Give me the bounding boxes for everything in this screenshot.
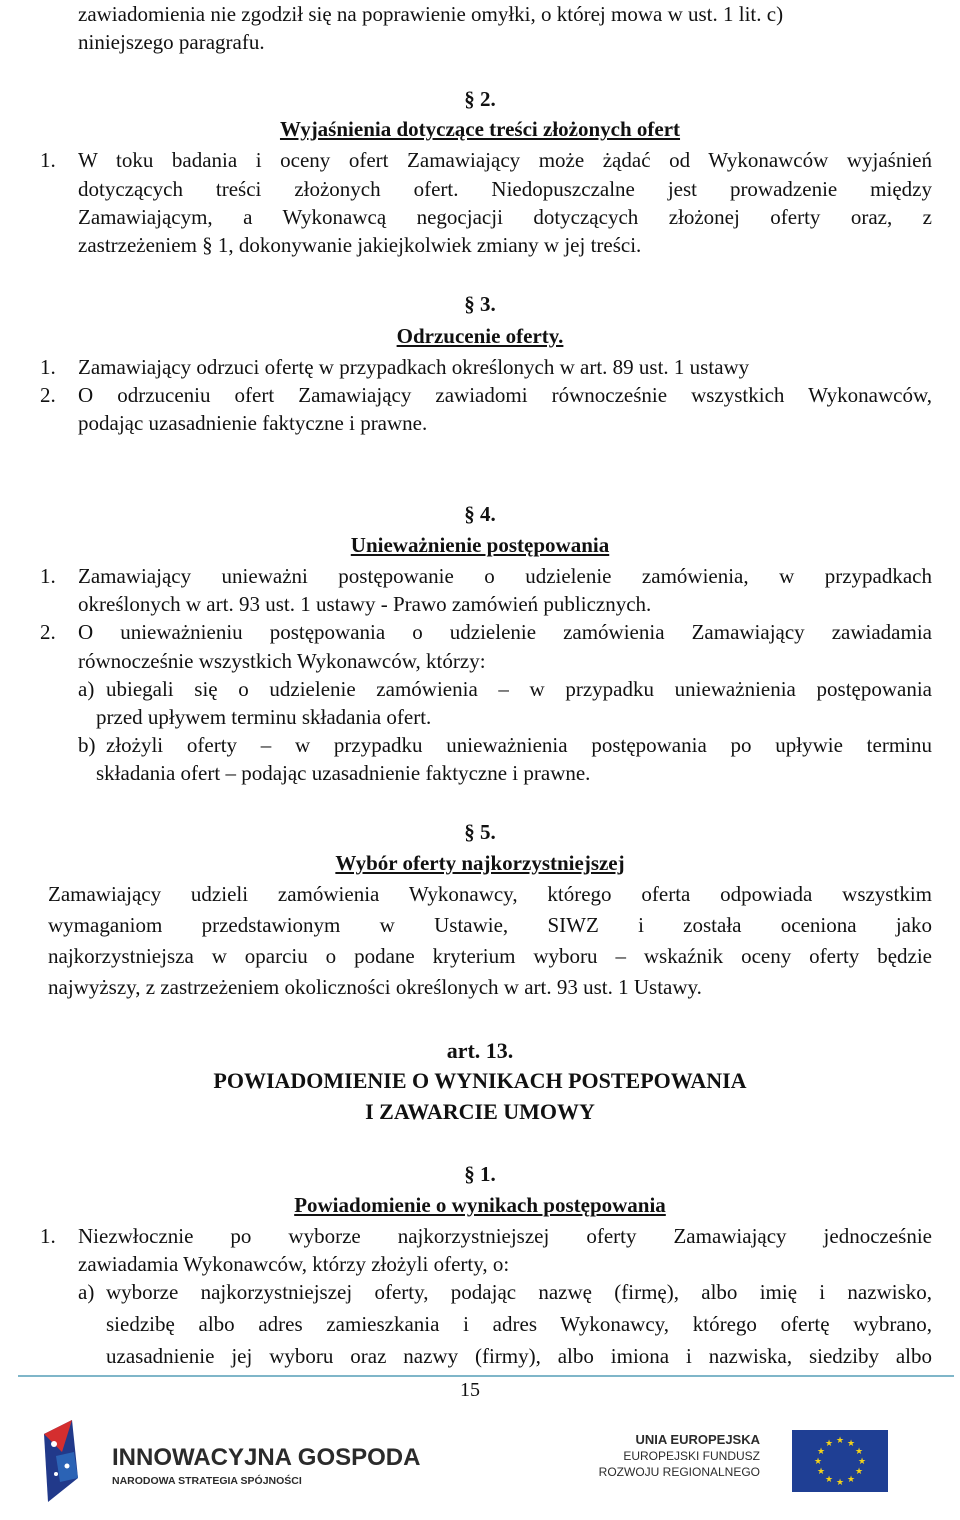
s1-item-a-label: a) — [78, 1280, 95, 1304]
s2-p1-number: 1. — [40, 148, 56, 172]
section-5-number: § 5. — [464, 820, 496, 844]
svg-text:★: ★ — [857, 1457, 867, 1467]
s5-line-4: najwyższy, z zastrzeżeniem okoliczności określonych w art. 93 ust. 1 Ustawy. — [48, 975, 702, 999]
s4-p1-number: 1. — [40, 564, 56, 588]
innowacyjna-gospodarka-logo — [34, 1412, 421, 1512]
section-5-title: Wybór oferty najkorzystniejszej — [335, 851, 625, 875]
section-4-number: § 4. — [464, 502, 496, 526]
section-3-title: Odrzucenie oferty. — [396, 324, 564, 348]
s3-p1-text: Zamawiający odrzuci ofertę w przypadkach określonych w art. 89 ust. 1 ustawy — [78, 355, 750, 379]
eu-logo-line-3: ROZWOJU REGIONALNEGO — [598, 1465, 760, 1479]
s4-p2-line-2: równocześnie wszystkich Wykonawców, którzy: — [78, 649, 486, 673]
innowacyjna-gospodarka-logo-graphic — [34, 1412, 421, 1512]
s4-p2-line-1: O unieważnieniu postępowania o udzielenie zamówienia Zamawiający zawiadamia — [78, 620, 932, 644]
s3-p2-line-1: O odrzuceniu ofert Zamawiający zawiadomi równocześnie wszystkich Wykonawców, — [78, 383, 932, 407]
innowacyjna-logo-line-2: NARODOWA STRATEGIA SPÓJNOŚCI — [112, 1475, 302, 1487]
innowacyjna-logo-line-1: INNOWACYJNA GOSPODA — [112, 1444, 421, 1471]
article-13-title-line-2: I ZAWARCIE UMOWY — [365, 1099, 595, 1124]
page-number: 15 — [460, 1379, 480, 1401]
svg-text:★: ★ — [824, 1439, 834, 1449]
svg-text:★: ★ — [846, 1475, 856, 1485]
s1-item-a-line-3: uzasadnienie jej wyboru oraz nazwy (firmy), albo imiona i nazwiska, siedziby albo — [106, 1344, 932, 1368]
svg-text:★: ★ — [835, 1478, 845, 1488]
s2-p1-line-1: W toku badania i oceny ofert Zamawiający może żądać od Wykonawców wyjaśnień — [78, 148, 932, 172]
s2-p1-line-2: dotyczących treści złożonych ofert. Niedopuszczalne jest prowadzenie między — [78, 177, 932, 201]
svg-text:★: ★ — [824, 1475, 834, 1485]
section-1-title: Powiadomienie o wynikach postępowania — [294, 1193, 666, 1217]
s5-line-1: Zamawiający udzieli zamówienia Wykonawcy, którego oferta odpowiada wszystkim — [48, 882, 932, 906]
s3-p2-line-2: podając uzasadnienie faktyczne i prawne. — [78, 411, 428, 435]
s4-p1-line-2: określonych w art. 93 ust. 1 ustawy - Prawo zamówień publicznych. — [78, 592, 652, 616]
section-2-number: § 2. — [464, 87, 496, 111]
s2-p1-line-3: Zamawiającym, a Wykonawcą negocjacji dotyczących złożonej oferty oraz, z — [78, 205, 932, 229]
eu-logo-graphic — [598, 1428, 892, 1492]
svg-text:★: ★ — [846, 1439, 856, 1449]
intro-line-2: niniejszego paragrafu. — [78, 30, 265, 54]
eu-logo — [598, 1428, 892, 1492]
article-13-title-line-1: POWIADOMIENIE O WYNIKACH POSTEPOWANIA — [213, 1068, 747, 1093]
s4-item-b-label: b) — [78, 733, 96, 757]
s4-item-b-line-1: złożyli oferty – w przypadku unieważnienia postępowania po upływie terminu — [106, 733, 932, 757]
eu-logo-line-1: UNIA EUROPEJSKA — [635, 1432, 760, 1447]
s4-p2-number: 2. — [40, 620, 56, 644]
section-4-title: Unieważnienie postępowania — [350, 533, 610, 557]
s4-item-b-line-2: składania ofert – podając uzasadnienie faktyczne i prawne. — [96, 761, 591, 785]
intro-line-1: zawiadomienia nie zgodził się na poprawienie omyłki, o której mowa w ust. 1 lit. c) — [78, 2, 784, 26]
svg-text:★: ★ — [835, 1436, 845, 1446]
svg-text:★: ★ — [813, 1457, 823, 1467]
section-1-number: § 1. — [464, 1162, 496, 1186]
s4-item-a-line-2: przed upływem terminu składania ofert. — [96, 705, 432, 729]
s1-item-a-line-1: wyborze najkorzystniejszej oferty, podając nazwę (firmę), albo imię i nazwisko, — [106, 1280, 932, 1304]
s1-p1-line-1: Niezwłocznie po wyborze najkorzystniejszej oferty Zamawiający jednocześnie — [78, 1224, 932, 1248]
s1-p1-number: 1. — [40, 1224, 56, 1248]
s2-p1-line-4: zastrzeżeniem § 1, dokonywanie jakiejkolwiek zmiany w jej treści. — [78, 233, 642, 257]
section-2-title: Wyjaśnienia dotyczące treści złożonych ofert — [279, 117, 681, 141]
s5-line-2: wymaganiom przedstawionym w Ustawie, SIWZ i została oceniona jako — [48, 913, 932, 937]
svg-text:★: ★ — [854, 1467, 864, 1477]
eu-logo-line-2: EUROPEJSKI FUNDUSZ — [623, 1449, 760, 1463]
s4-item-a-line-1: ubiegali się o udzielenie zamówienia – w przypadku unieważnienia postępowania — [106, 677, 932, 701]
svg-text:★: ★ — [816, 1447, 826, 1457]
article-13-number: art. 13. — [446, 1038, 514, 1063]
s4-item-a-label: a) — [78, 677, 95, 701]
section-3-number: § 3. — [464, 292, 496, 316]
s1-p1-line-2: zawiadamia Wykonawców, którzy złożyli oferty, o: — [78, 1252, 510, 1276]
s1-item-a-line-2: siedzibę albo adres zamieszkania i adres Wykonawcy, którego ofertę wybrano, — [106, 1312, 932, 1336]
s5-line-3: najkorzystniejsza w oparciu o podane kryterium wyboru – wskaźnik oceny oferty będzie — [48, 944, 932, 968]
svg-text:★: ★ — [854, 1447, 864, 1457]
s3-p1-number: 1. — [40, 355, 56, 379]
s4-p1-line-1: Zamawiający unieważni postępowanie o udzielenie zamówienia, w przypadkach — [78, 564, 932, 588]
svg-text:★: ★ — [816, 1467, 826, 1477]
s3-p2-number: 2. — [40, 383, 56, 407]
